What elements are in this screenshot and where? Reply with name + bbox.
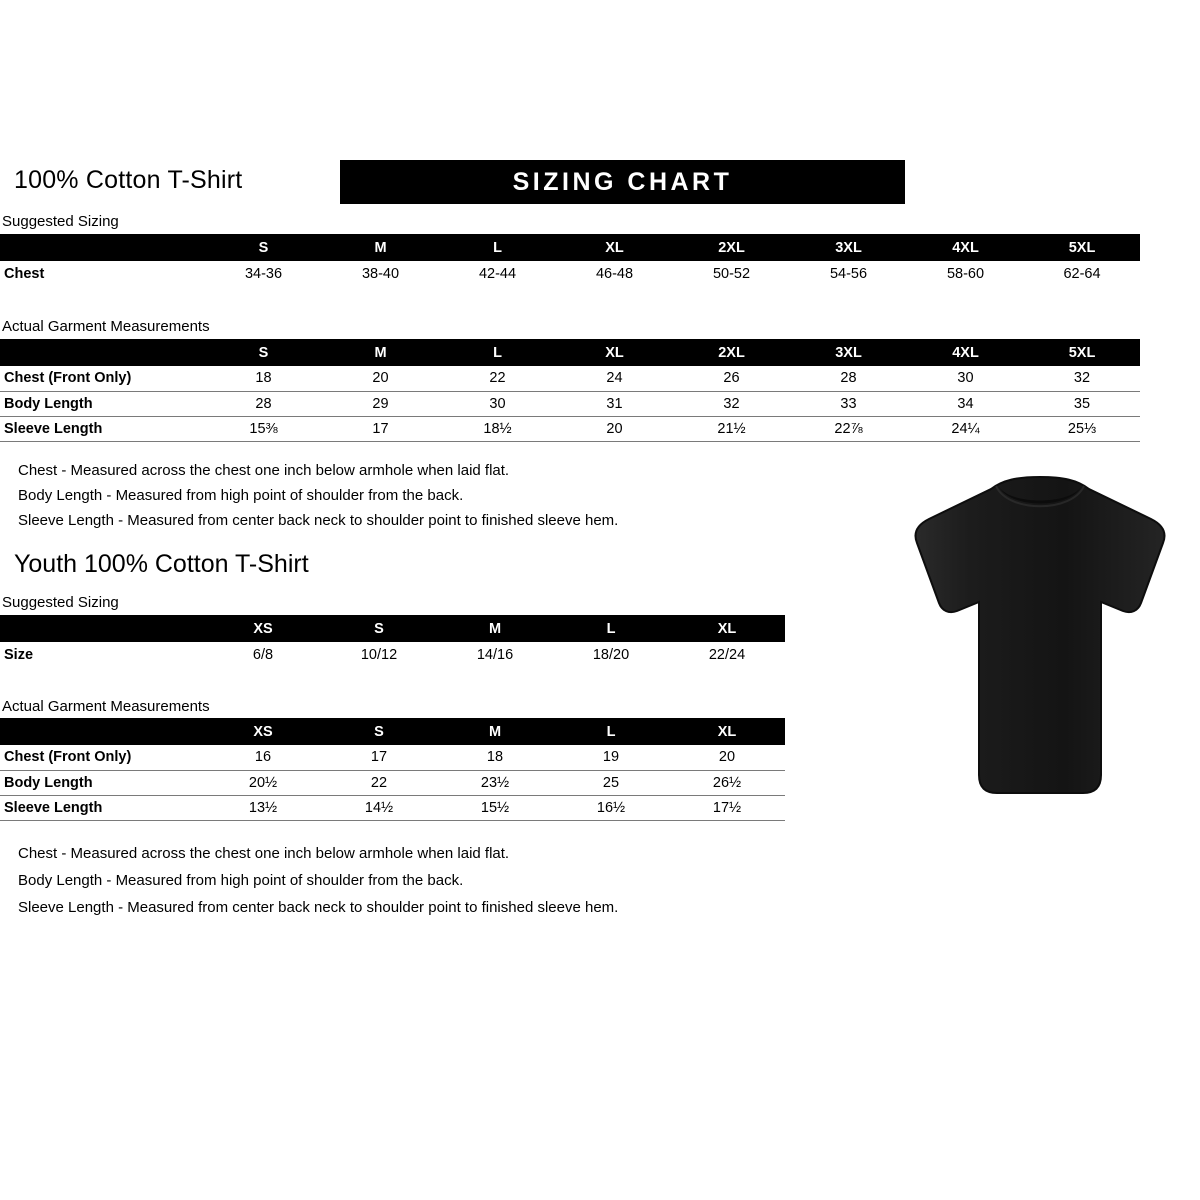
table-cell: 6/8 <box>252 646 274 663</box>
column-header: XS <box>205 718 321 745</box>
adult-note-body-length: Body Length - Measured from high point of shoulder from the back. <box>18 487 464 504</box>
table-cell: 50-52 <box>712 265 751 282</box>
adult-suggested-sizing-label: Suggested Sizing <box>2 213 119 230</box>
table-cell: 19 <box>553 745 669 770</box>
column-header: XL <box>556 339 673 366</box>
column-header: S <box>205 339 322 366</box>
column-header: L <box>439 234 556 261</box>
youth-suggested-sizing-table <box>0 615 785 667</box>
column-header <box>0 718 205 745</box>
table-cell: 31 <box>556 391 673 416</box>
table-cell: 32 <box>673 391 790 416</box>
table-cell: 20 <box>322 366 439 391</box>
column-header: L <box>553 718 669 745</box>
table-header-row <box>0 234 1140 261</box>
table-cell: 18 <box>437 745 553 770</box>
table-cell: 30 <box>907 366 1024 391</box>
table-cell: 28 <box>790 366 907 391</box>
table-cell: 23½ <box>437 770 553 795</box>
t-shirt-illustration <box>895 475 1185 805</box>
table-cell: 35 <box>1024 391 1140 416</box>
table-cell: 13½ <box>205 795 321 820</box>
youth-actual-measurements-label: Actual Garment Measurements <box>2 698 210 715</box>
table-cell: 22 <box>439 366 556 391</box>
column-header <box>0 615 205 642</box>
column-header: 2XL <box>673 339 790 366</box>
table-cell: 16 <box>205 745 321 770</box>
table-cell: 22⅞ <box>790 416 907 441</box>
table-cell: 34 <box>907 391 1024 416</box>
table-header-row <box>0 615 785 642</box>
table-header-row <box>0 718 785 745</box>
column-header: 4XL <box>907 339 1024 366</box>
adult-suggested-sizing-table <box>0 234 1140 286</box>
column-header: S <box>321 615 437 642</box>
row-label: Body Length <box>0 391 205 416</box>
table-row <box>0 770 785 795</box>
column-header: 3XL <box>790 234 907 261</box>
table-cell: 17 <box>321 745 437 770</box>
column-header: S <box>205 234 322 261</box>
column-header: 3XL <box>790 339 907 366</box>
table-cell: 38-40 <box>361 265 400 282</box>
table-row <box>0 366 1140 391</box>
table-cell: 25 <box>553 770 669 795</box>
row-label: Chest (Front Only) <box>0 366 205 391</box>
adult-note-chest: Chest - Measured across the chest one inch below armhole when laid flat. <box>18 462 510 479</box>
table-cell: 32 <box>1024 366 1140 391</box>
column-header: 4XL <box>907 234 1024 261</box>
column-header: L <box>553 615 669 642</box>
row-label: Size <box>4 646 34 663</box>
table-cell: 20½ <box>205 770 321 795</box>
table-cell: 26 <box>673 366 790 391</box>
youth-actual-measurements-table <box>0 718 785 821</box>
row-label: Chest <box>4 265 45 282</box>
table-cell: 42-44 <box>478 265 517 282</box>
table-cell: 10/12 <box>360 646 398 663</box>
table-row <box>0 642 785 667</box>
adult-actual-measurements-label: Actual Garment Measurements <box>2 318 210 335</box>
column-header: 5XL <box>1024 339 1140 366</box>
youth-section-title: Youth 100% Cotton T-Shirt <box>14 550 309 578</box>
table-cell: 18/20 <box>592 646 630 663</box>
table-cell: 20 <box>556 416 673 441</box>
table-cell: 20 <box>669 745 785 770</box>
table-cell: 58-60 <box>946 265 985 282</box>
column-header: M <box>437 615 553 642</box>
table-cell: 24 <box>556 366 673 391</box>
youth-note-body-length: Body Length - Measured from high point of shoulder from the back. <box>18 872 464 889</box>
column-header: L <box>439 339 556 366</box>
table-cell: 18 <box>205 366 322 391</box>
table-cell: 17 <box>322 416 439 441</box>
table-cell: 15⅜ <box>205 416 322 441</box>
table-row <box>0 261 1140 286</box>
column-header: M <box>322 234 439 261</box>
youth-note-chest: Chest - Measured across the chest one inch below armhole when laid flat. <box>18 845 510 862</box>
column-header: 5XL <box>1024 234 1140 261</box>
column-header <box>0 339 205 366</box>
table-row <box>0 745 785 770</box>
row-label: Sleeve Length <box>0 416 205 441</box>
table-row <box>0 391 1140 416</box>
table-row <box>0 416 1140 441</box>
column-header: XL <box>669 615 785 642</box>
sizing-chart-banner <box>340 160 905 204</box>
column-header: 2XL <box>673 234 790 261</box>
table-cell: 22/24 <box>708 646 746 663</box>
youth-suggested-sizing-label: Suggested Sizing <box>2 594 119 611</box>
row-label: Body Length <box>0 770 205 795</box>
row-label: Chest (Front Only) <box>0 745 205 770</box>
table-cell: 22 <box>321 770 437 795</box>
youth-note-sleeve-length: Sleeve Length - Measured from center back neck to shoulder point to finished sleeve hem. <box>18 899 619 916</box>
table-cell: 54-56 <box>829 265 868 282</box>
table-cell: 28 <box>205 391 322 416</box>
table-cell: 15½ <box>437 795 553 820</box>
sizing-chart-banner-label: SIZING CHART <box>512 167 733 196</box>
adult-actual-measurements-table <box>0 339 1140 442</box>
table-cell: 14/16 <box>476 646 514 663</box>
table-row <box>0 795 785 820</box>
table-cell: 18½ <box>439 416 556 441</box>
table-cell: 17½ <box>669 795 785 820</box>
column-header: XS <box>205 615 321 642</box>
table-cell: 14½ <box>321 795 437 820</box>
column-header: M <box>437 718 553 745</box>
table-cell: 33 <box>790 391 907 416</box>
table-cell: 46-48 <box>595 265 634 282</box>
row-label: Sleeve Length <box>0 795 205 820</box>
column-header: S <box>321 718 437 745</box>
column-header: XL <box>669 718 785 745</box>
table-cell: 62-64 <box>1063 265 1101 282</box>
table-cell: 21½ <box>673 416 790 441</box>
column-header: M <box>322 339 439 366</box>
table-cell: 29 <box>322 391 439 416</box>
column-header <box>0 234 205 261</box>
table-header-row <box>0 339 1140 366</box>
table-cell: 30 <box>439 391 556 416</box>
table-cell: 24¼ <box>907 416 1024 441</box>
adult-section-title: 100% Cotton T-Shirt <box>14 166 243 194</box>
table-cell: 34-36 <box>244 265 283 282</box>
table-cell: 26½ <box>669 770 785 795</box>
table-cell: 25⅓ <box>1024 416 1140 441</box>
adult-note-sleeve-length: Sleeve Length - Measured from center back neck to shoulder point to finished sleeve hem. <box>18 512 619 529</box>
column-header: XL <box>556 234 673 261</box>
table-cell: 16½ <box>553 795 669 820</box>
